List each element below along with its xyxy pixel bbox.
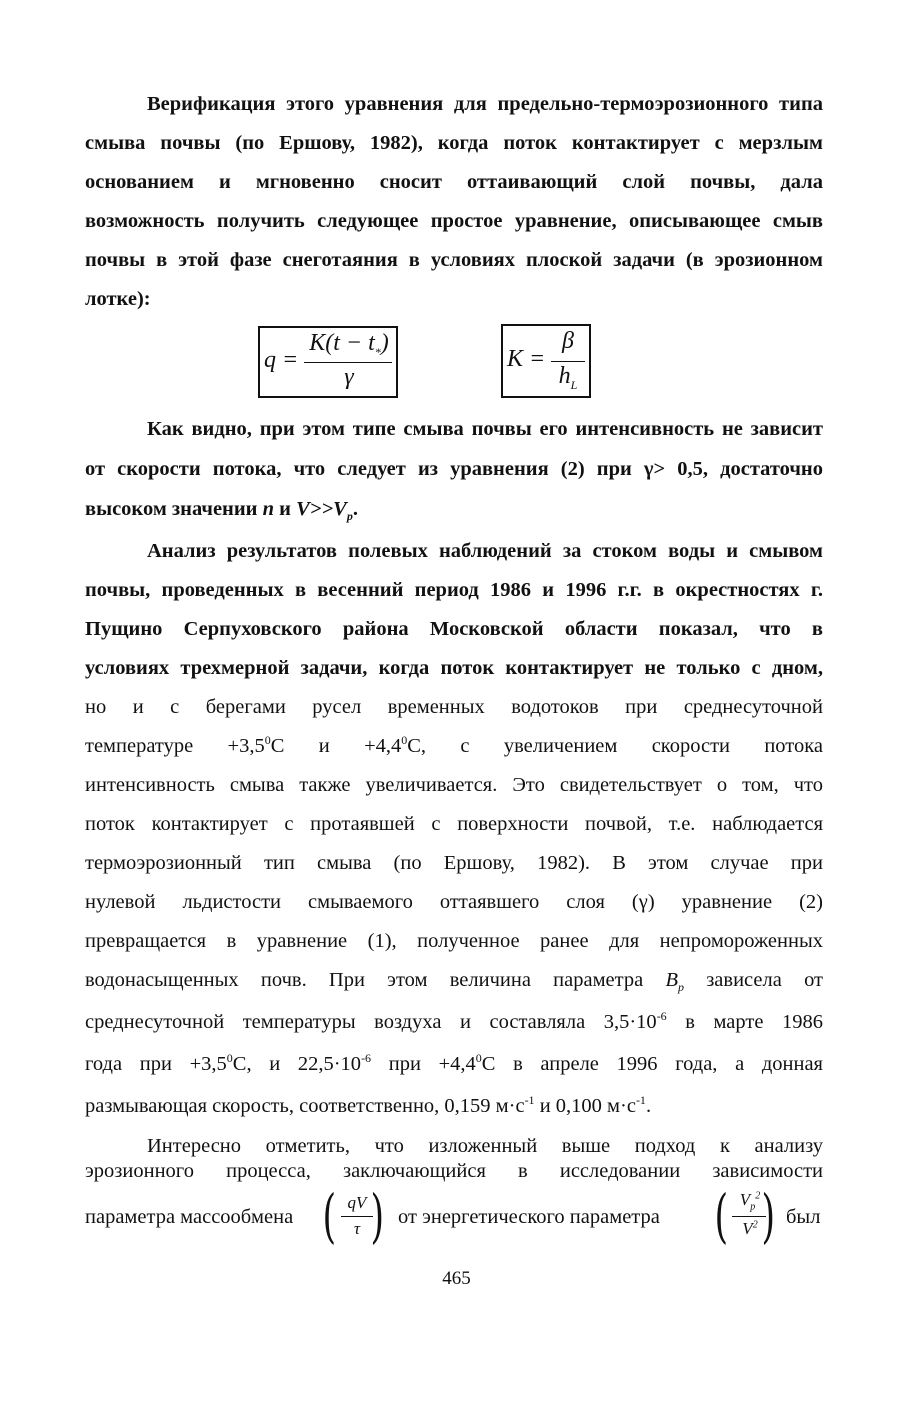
frac2-left-paren: ( (714, 1182, 729, 1250)
formula-k (501, 324, 591, 398)
p4-line-2: эрозионного процесса, заключающийся в исследовании зависимости (85, 1160, 823, 1182)
p3-line-11: превращается в уравнение (1), полученное ранее для непромороженных (85, 930, 823, 952)
p4-line-3-text-a: параметра массообмена (85, 1206, 294, 1228)
frac2-right-paren: ) (761, 1182, 776, 1250)
p1-line-1: Верификация этого уравнения для предельно-термоэрозионного типа (147, 93, 823, 115)
p3-line-year: года при $+3,5^0С$, и $22,5\cdot 10^{-6}$ при $+4,4^0С$ в апреле 1996 года, а донная (85, 1051, 823, 1075)
frac2-denominator: $V^2$ (742, 1219, 758, 1238)
p1-line-3: основанием и мгновенно сносит оттаивающий слой почвы, дала (85, 171, 823, 193)
formula-k-denominator: $h_L$ (558, 363, 578, 392)
frac1-right-paren: ) (370, 1182, 385, 1250)
p3-line-9: термоэрозионный тип смыва (по Ершову, 1982). В этом случае при (85, 852, 823, 874)
p3-line-4: условиях трехмерной задачи, когда поток контактирует не только с дном, (85, 657, 823, 679)
p3-line-exp: среднесуточной температуры воздуха и составляла $3,5\cdot 10^{-6}$ в марте 1986 (85, 1009, 823, 1033)
p3-line-1: Анализ результатов полевых наблюдений за стоком воды и смывом (147, 540, 823, 562)
frac1-numerator: qV (347, 1193, 367, 1212)
p3-line-velocity: размывающая скорость, соответственно, 0,159 $м\cdot с^{-1}$ и 0,100 $м\cdot с^{-1}$. (85, 1093, 652, 1117)
formula-q-numerator: $K(t - t_*)$ (309, 330, 389, 359)
formula-k-fraction-bar (551, 361, 585, 362)
p3-line-2: почвы, проведенных в весенний период 1986 и 1996 г.г. в окрестностях г. (85, 579, 823, 601)
p3-line-temperature: температуре $+3,5^0С$ и $+4,4^0С$, с увеличением скорости потока (85, 733, 823, 757)
formula-k-lhs: K = (507, 346, 546, 372)
p2-line-1: Как видно, при этом типе смыва почвы его интенсивность не зависит (147, 418, 823, 440)
p2-line-3: высоком значении n и $V>>V_p$. (85, 498, 358, 524)
formula-k-numerator: β (562, 328, 574, 354)
p2-line-2: от скорости потока, что следует из уравнения (2) при γ> 0,5, достаточно (85, 458, 823, 480)
p1-line-4: возможность получить следующее простое уравнение, описывающее смыв (85, 210, 823, 232)
p3-line-7: интенсивность смыва также увеличивается. Это свидетельствует о том, что (85, 774, 823, 796)
p3-line-5: но и с берегами русел временных водотоков при среднесуточной (85, 696, 823, 718)
page-number: 465 (442, 1268, 471, 1289)
formula-q (258, 326, 398, 398)
formula-q-denominator: γ (344, 364, 354, 390)
formula-q-fraction-bar (304, 362, 392, 363)
p3-line-8: поток контактирует с протаявшей с поверхности почвой, т.е. наблюдается (85, 813, 823, 835)
frac1-bar (341, 1216, 373, 1217)
frac2-numerator: $V_p^2$ (739, 1190, 761, 1213)
p4-line-1: Интересно отметить, что изложенный выше подход к анализу (147, 1135, 823, 1157)
frac1-denominator: τ (353, 1219, 361, 1238)
frac1-left-paren: ( (322, 1182, 337, 1250)
p1-line-6: лотке): (85, 288, 151, 310)
p3-line-10: нулевой льдистости смываемого оттаявшего слоя (γ) уравнение (2) (85, 891, 823, 913)
formula-q-lhs: q = (264, 347, 299, 373)
p3-line-3: Пущино Серпуховского района Московской области показал, что в (85, 618, 823, 640)
p3-line-bp: водонасыщенных почв. При этом величина параметра $B_p$ зависела от (85, 969, 824, 995)
p4-line-3-text-c: был (786, 1206, 821, 1228)
p4-line-3-text-b: от энергетического параметра (398, 1206, 660, 1228)
p1-line-5: почвы в этой фазе снеготаяния в условиях плоской задачи (в эрозионном (85, 249, 823, 271)
p1-line-2: смыва почвы (по Ершову, 1982), когда поток контактирует с мерзлым (85, 132, 823, 154)
